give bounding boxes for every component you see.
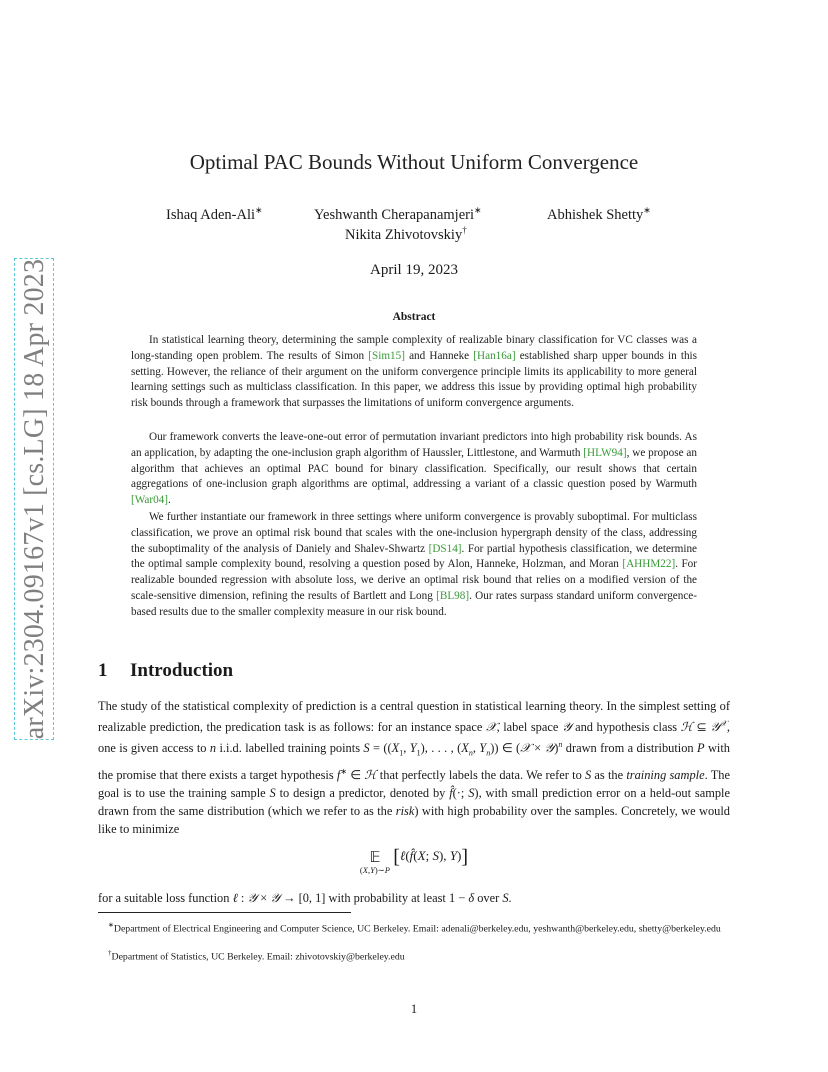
citation-link[interactable]: [BL98] — [436, 589, 470, 602]
abstract-paragraph-2: Our framework converts the leave-one-out error of permutation invariant predictors into high probability risk bounds. As an application, by adapting the one-inclusion graph algorithm of Haussler, Littlestone, and Warmuth [HLW94], we propose an algorithm that achieves an optimal PAC bound for binary classification. Specifically, our result shows that certain aggregations of one-inclusion graph algorithms are optimal, addressing a variant of a classic question posed by Warmuth [War04]. — [131, 431, 697, 507]
citation-link[interactable]: [HLW94] — [583, 446, 627, 459]
author-2: Yeshwanth Cherapanamjeri∗ — [314, 205, 482, 223]
loss-function-sentence: for a suitable loss function ℓ : 𝒴 × 𝒴 → [0, 1] with probability at least 1 − δ over S. — [98, 891, 512, 905]
abstract-heading: Abstract — [392, 311, 436, 323]
citation-link[interactable]: [War04] — [131, 494, 168, 507]
abstract-paragraph-3: We further instantiate our framework in three settings where uniform convergence is provably suboptimal. For multiclass classification, we prove an optimal risk bound that scales with the one-inclusion hypergraph density of the class, addressing the suboptimality of the analysis of Daniely and Shalev-Shwartz [DS14]. For partial hypothesis classification, we determine the optimal sample complexity bound, resolving a question posed by Alon, Hanneke, Holzman, and Moran [AHHM22]. For realizable bounded regression with absolute loss, we derive an optimal risk bound that relies on a modified version of the scale-sensitive dimension, refining the results of Bartlett and Long [BL98]. Our rates surpass standard uniform convergence-based results due to the smaller complexity measure in our risk bound. — [131, 511, 697, 618]
citation-link[interactable]: [Sim15] — [368, 349, 405, 362]
risk-equation: 𝔼 (X,Y)∼P [ℓ(f̂(X; S), Y)] — [359, 846, 469, 875]
citation-link[interactable]: [AHHM22] — [622, 558, 676, 571]
arxiv-identifier[interactable]: arXiv:2304.09167v1 [cs.LG] 18 Apr 2023 — [19, 258, 50, 740]
page-number: 1 — [410, 1002, 418, 1016]
footnote-rule — [98, 912, 351, 913]
footnote-2: †Department of Statistics, UC Berkeley. Email: zhivotovskiy@berkeley.edu — [108, 949, 405, 963]
intro-paragraph: The study of the statistical complexity of prediction is a central question in statistical learning theory. In the simplest setting of realizable prediction, the predication task is as follows: for an instance space 𝒳, label space 𝒴 and hypothesis class ℋ ⊆ 𝒴$^𝒳$, one is given access to n i.i.d. labelled training points $S = ((X_1$, $Y_1$), . . . , ($X_n$, $Y_n$)) ∈ (𝒳 × 𝒴)$^n$ drawn from a distribution P with the promise that there exists a target hypothesis f∗ ∈ ℋ that perfectly labels the data. We refer to S as the training sample. The goal is to use the training sample S to design a predictor, denoted by f̂(·; S), with small prediction error on a held-out sample drawn from the same distribution (which we refer to as the risk) with high probability over the samples. Concretely, we would like to minimize — [98, 699, 731, 836]
section-heading-introduction: 1 Introduction — [98, 660, 234, 681]
author-1: Ishaq Aden-Ali∗ — [166, 205, 263, 223]
citation-link[interactable]: [DS14] — [428, 542, 462, 555]
abstract-paragraph-1: In statistical learning theory, determining the sample complexity of realizable binary classification for VC classes was a long-standing open problem. The results of Simon [Sim15] and Hanneke [Han16a] established sharp upper bounds in this setting. However, the reliance of their argument on the uniform convergence principle limits its applicability to more general learning settings such as multiclass classification. In this paper, we address this issue by providing optimal high probability risk bounds through a framework that surpasses the limitations of uniform convergence arguments. — [131, 334, 697, 410]
footnote-1: ∗Department of Electrical Engineering and Computer Science, UC Berkeley. Email: adenali@berkeley.edu, yeshwanth@berkeley.edu, shetty@berkeley.edu — [108, 921, 721, 935]
author-4: Nikita Zhivotovskiy† — [345, 225, 467, 243]
author-3: Abhishek Shetty∗ — [547, 205, 651, 223]
paper-date: April 19, 2023 — [370, 262, 458, 278]
citation-link[interactable]: [Han16a] — [473, 349, 516, 362]
paper-title: Optimal PAC Bounds Without Uniform Convergence — [189, 150, 639, 174]
